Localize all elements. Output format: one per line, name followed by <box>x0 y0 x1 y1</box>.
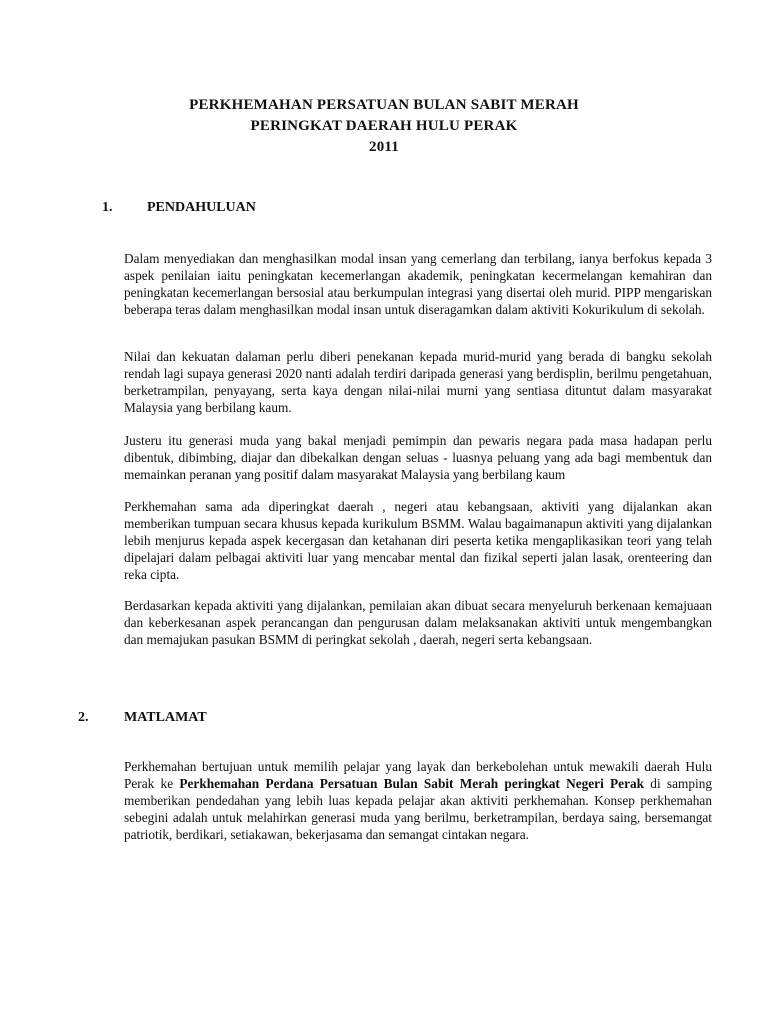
title-line-3: 2011 <box>369 139 399 155</box>
section-1-paragraph-5: Berdasarkan kepada aktiviti yang dijalankan, pemilaian akan dibuat secara menyeluruh berkenaan kemajuaan dan keberkesanan aspek perancangan dan pengurusan dalam melaksanakan aktiviti untuk mengembangkan dan memajukan pasukan BSMM di peringkat sekolah , daerah, negeri serta kebangsaan. <box>124 598 712 647</box>
section-2-title: MATLAMAT <box>124 710 207 725</box>
section-2-bold-text: Perkhemahan Perdana Persatuan Bulan Sabit Merah peringkat Negeri Perak <box>179 776 645 791</box>
section-2-number: 2. <box>78 710 89 725</box>
section-1-paragraph-4: Perkhemahan sama ada diperingkat daerah , negeri atau kebangsaan, aktiviti yang dijalankan akan memberikan tumpuan secara khusus kepada kurikulum BSMM. Walau bagaimanapun aktiviti yang dijalankan lebih menjurus kepada aspek kecergasan dan ketahanan diri peserta ketika mengaplikasikan teori yang telah dipelajari dalam pelbagai aktiviti luar yang mencabar mental dan fizikal seperti jalan lasak, orenteering dan reka cipta. <box>124 499 712 582</box>
section-2-text-part-2: di samping memberikan pendedahan yang lebih luas kepada pelajar akan aktiviti perkhemahan. Konsep perkhemahan sebegini adalah untuk melahirkan generasi muda yang berilmu, berketrampilan, berdaya saing, bersemangat patriotik, berdikari, setiakawan, bekerjasama dan semangat cintakan negara. <box>124 776 712 842</box>
section-2-heading <box>78 709 378 727</box>
section-1-paragraph-1: Dalam menyediakan dan menghasilkan modal insan yang cemerlang dan terbilang, ianya berfokus kepada 3 aspek penilaian iaitu peningkatan kecemerlangan akademik, peningkatan kecermelangan kemahiran dan peningkatan kecemerlangan bersosial atau berkumpulan integrasi yang disertai oleh murid. PIPP mengariskan beberapa teras dalam menghasilkan modal insan untuk diseragamkan dalam aktiviti Kokurikulum di sekolah. <box>124 251 712 317</box>
document-title <box>0 95 768 158</box>
section-2-text-part-1: Perkhemahan bertujuan untuk memilih pelajar yang layak dan berkebolehan untuk mewakili daerah Hulu Perak ke <box>124 759 712 791</box>
section-1-heading <box>102 199 402 217</box>
section-1-paragraph-2: Nilai dan kekuatan dalaman perlu diberi penekanan kepada murid-murid yang berada di bangku sekolah rendah lagi supaya generasi 2020 nanti adalah terdiri daripada generasi yang berdisplin, berilmu pengetahuan, berketrampilan, penyayang, serta kaya dengan nilai-nilai murni yang sentiasa dituntut dalam masyarakat Malaysia yang berbilang kaum. <box>124 349 712 415</box>
section-1-title: PENDAHULUAN <box>147 200 256 215</box>
title-line-2: PERINGKAT DAERAH HULU PERAK <box>250 118 518 134</box>
title-line-1: PERKHEMAHAN PERSATUAN BULAN SABIT MERAH <box>189 97 579 113</box>
section-2-paragraph <box>124 758 712 843</box>
section-1-number: 1. <box>102 200 113 215</box>
section-1-paragraph-3: Justeru itu generasi muda yang bakal menjadi pemimpin dan pewaris negara pada masa hadapan perlu dibentuk, dibimbing, diajar dan dibekalkan dengan seluas - luasnya peluang yang ada bagi membentuk dan memainkan peranan yang positif dalam masyarakat Malaysia yang berbilang kaum <box>124 433 712 482</box>
